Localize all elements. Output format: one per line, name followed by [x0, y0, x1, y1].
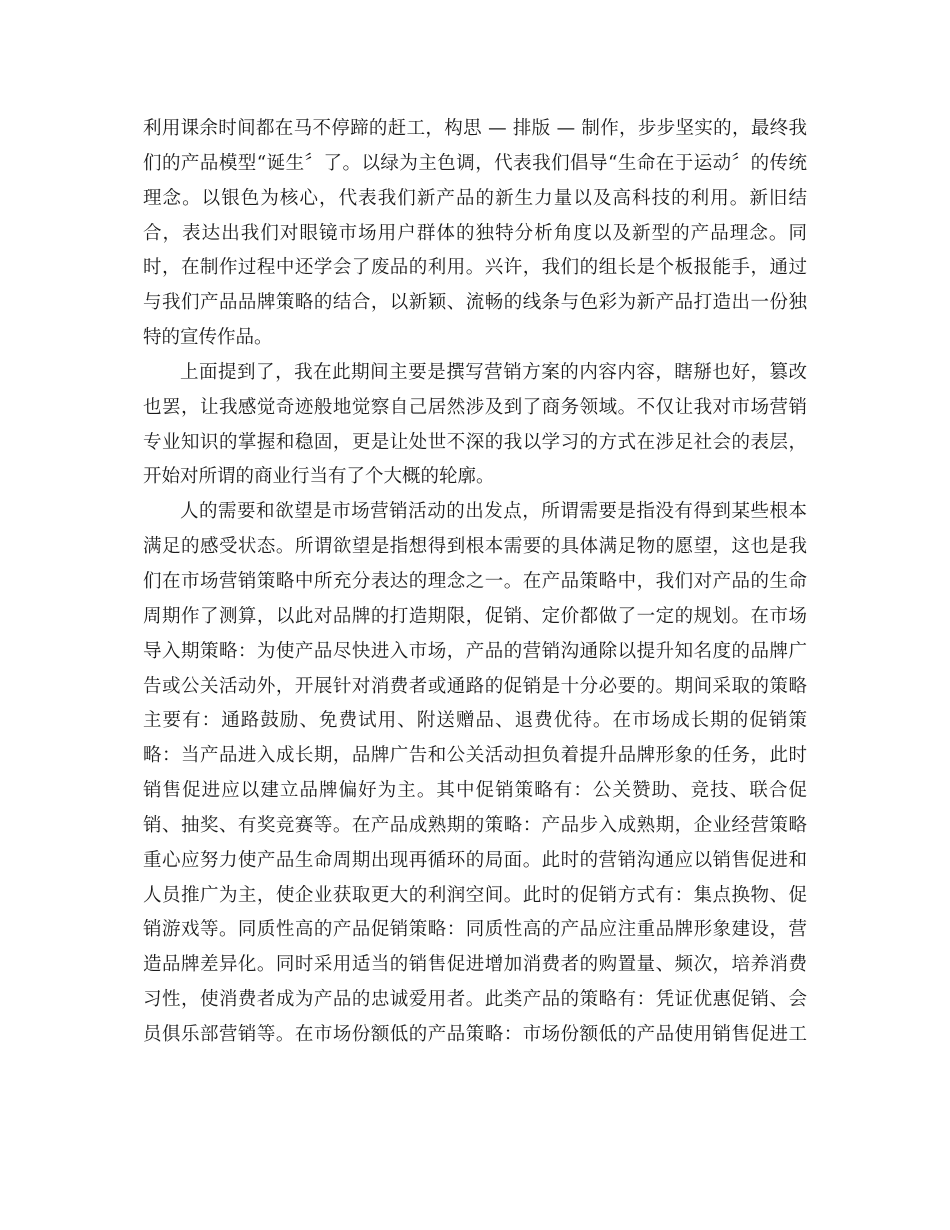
paragraph [143, 495, 807, 1053]
text-line: 专业知识的掌握和稳固，更是让处世不深的我以学习的方式在涉足社会的表层， [143, 431, 807, 453]
text-line: 理念。以银色为核心，代表我们新产品的新生力量以及高科技的利用。新旧结 [143, 187, 807, 209]
text-line: 们在市场营销策略中所充分表达的理念之一。在产品策略中，我们对产品的生命 [143, 570, 807, 592]
text-line: 习性，使消费者成为产品的忠诚爱用者。此类产品的策略有：凭证优惠促销、会 [143, 989, 807, 1011]
text-line: 合，表达出我们对眼镜市场用户群体的独特分析角度以及新型的产品理念。同 [143, 222, 807, 244]
text-line: 略：当产品进入成长期，品牌广告和公关活动担负着提升品牌形象的任务，此时 [143, 745, 807, 767]
text-line: 上面提到了，我在此期间主要是撰写营销方案的内容内容，瞎掰也好，篡改 [180, 361, 807, 383]
text-line: 销售促进应以建立品牌偏好为主。其中促销策略有：公关赞助、竞技、联合促 [143, 780, 807, 802]
text-line: 告或公关活动外，开展针对消费者或通路的促销是十分必要的。期间采取的策略 [143, 675, 807, 697]
text-line: 主要有：通路鼓励、免费试用、附送赠品、退费优待。在市场成长期的促销策 [143, 710, 807, 732]
paragraph [143, 112, 807, 356]
text-line: 员俱乐部营销等。在市场份额低的产品策略：市场份额低的产品使用销售促进工 [143, 1023, 807, 1045]
document-body [143, 112, 807, 1053]
text-line: 特的宣传作品。 [143, 327, 273, 349]
text-line: 销游戏等。同质性高的产品促销策略：同质性高的产品应注重品牌形象建设，营 [143, 919, 807, 941]
text-line: 时，在制作过程中还学会了废品的利用。兴许，我们的组长是个板报能手，通过 [143, 257, 807, 279]
text-line: 也罢，让我感觉奇迹般地觉察自己居然涉及到了商务领域。不仅让我对市场营销 [143, 396, 807, 418]
text-line: 满足的感受状态。所谓欲望是指想得到根本需要的具体满足物的愿望，这也是我 [143, 536, 807, 558]
text-line: 人员推广为主，使企业获取更大的利润空间。此时的促销方式有：集点换物、促 [143, 884, 807, 906]
text-line: 人的需要和欲望是市场营销活动的出发点，所谓需要是指没有得到某些根本 [180, 501, 807, 523]
text-line: 开始对所谓的商业行当有了个大概的轮廓。 [143, 466, 495, 488]
text-line: 导入期策略：为使产品尽快进入市场，产品的营销沟通除以提升知名度的品牌广 [143, 640, 807, 662]
text-line: 造品牌差异化。同时采用适当的销售促进增加消费者的购置量、频次，培养消费 [143, 954, 807, 976]
text-line: 利用课余时间都在马不停蹄的赶工，构思 — 排版 — 制作，步步坚实的，最终我 [143, 118, 807, 139]
text-line: 销、抽奖、有奖竞赛等。在产品成熟期的策略：产品步入成熟期，企业经营策略 [143, 814, 807, 836]
text-line: 重心应努力使产品生命周期出现再循环的局面。此时的营销沟通应以销售促进和 [143, 849, 807, 871]
text-line: 周期作了测算，以此对品牌的打造期限，促销、定价都做了一定的规划。在市场 [143, 605, 807, 627]
paragraph [143, 356, 807, 495]
text-line: 与我们产品品牌策略的结合，以新颖、流畅的线条与色彩为新产品打造出一份独 [143, 292, 807, 314]
text-line: 们的产品模型“诞生〞了。以绿为主色调，代表我们倡导“生命在于运动〞的传统 [143, 152, 807, 174]
